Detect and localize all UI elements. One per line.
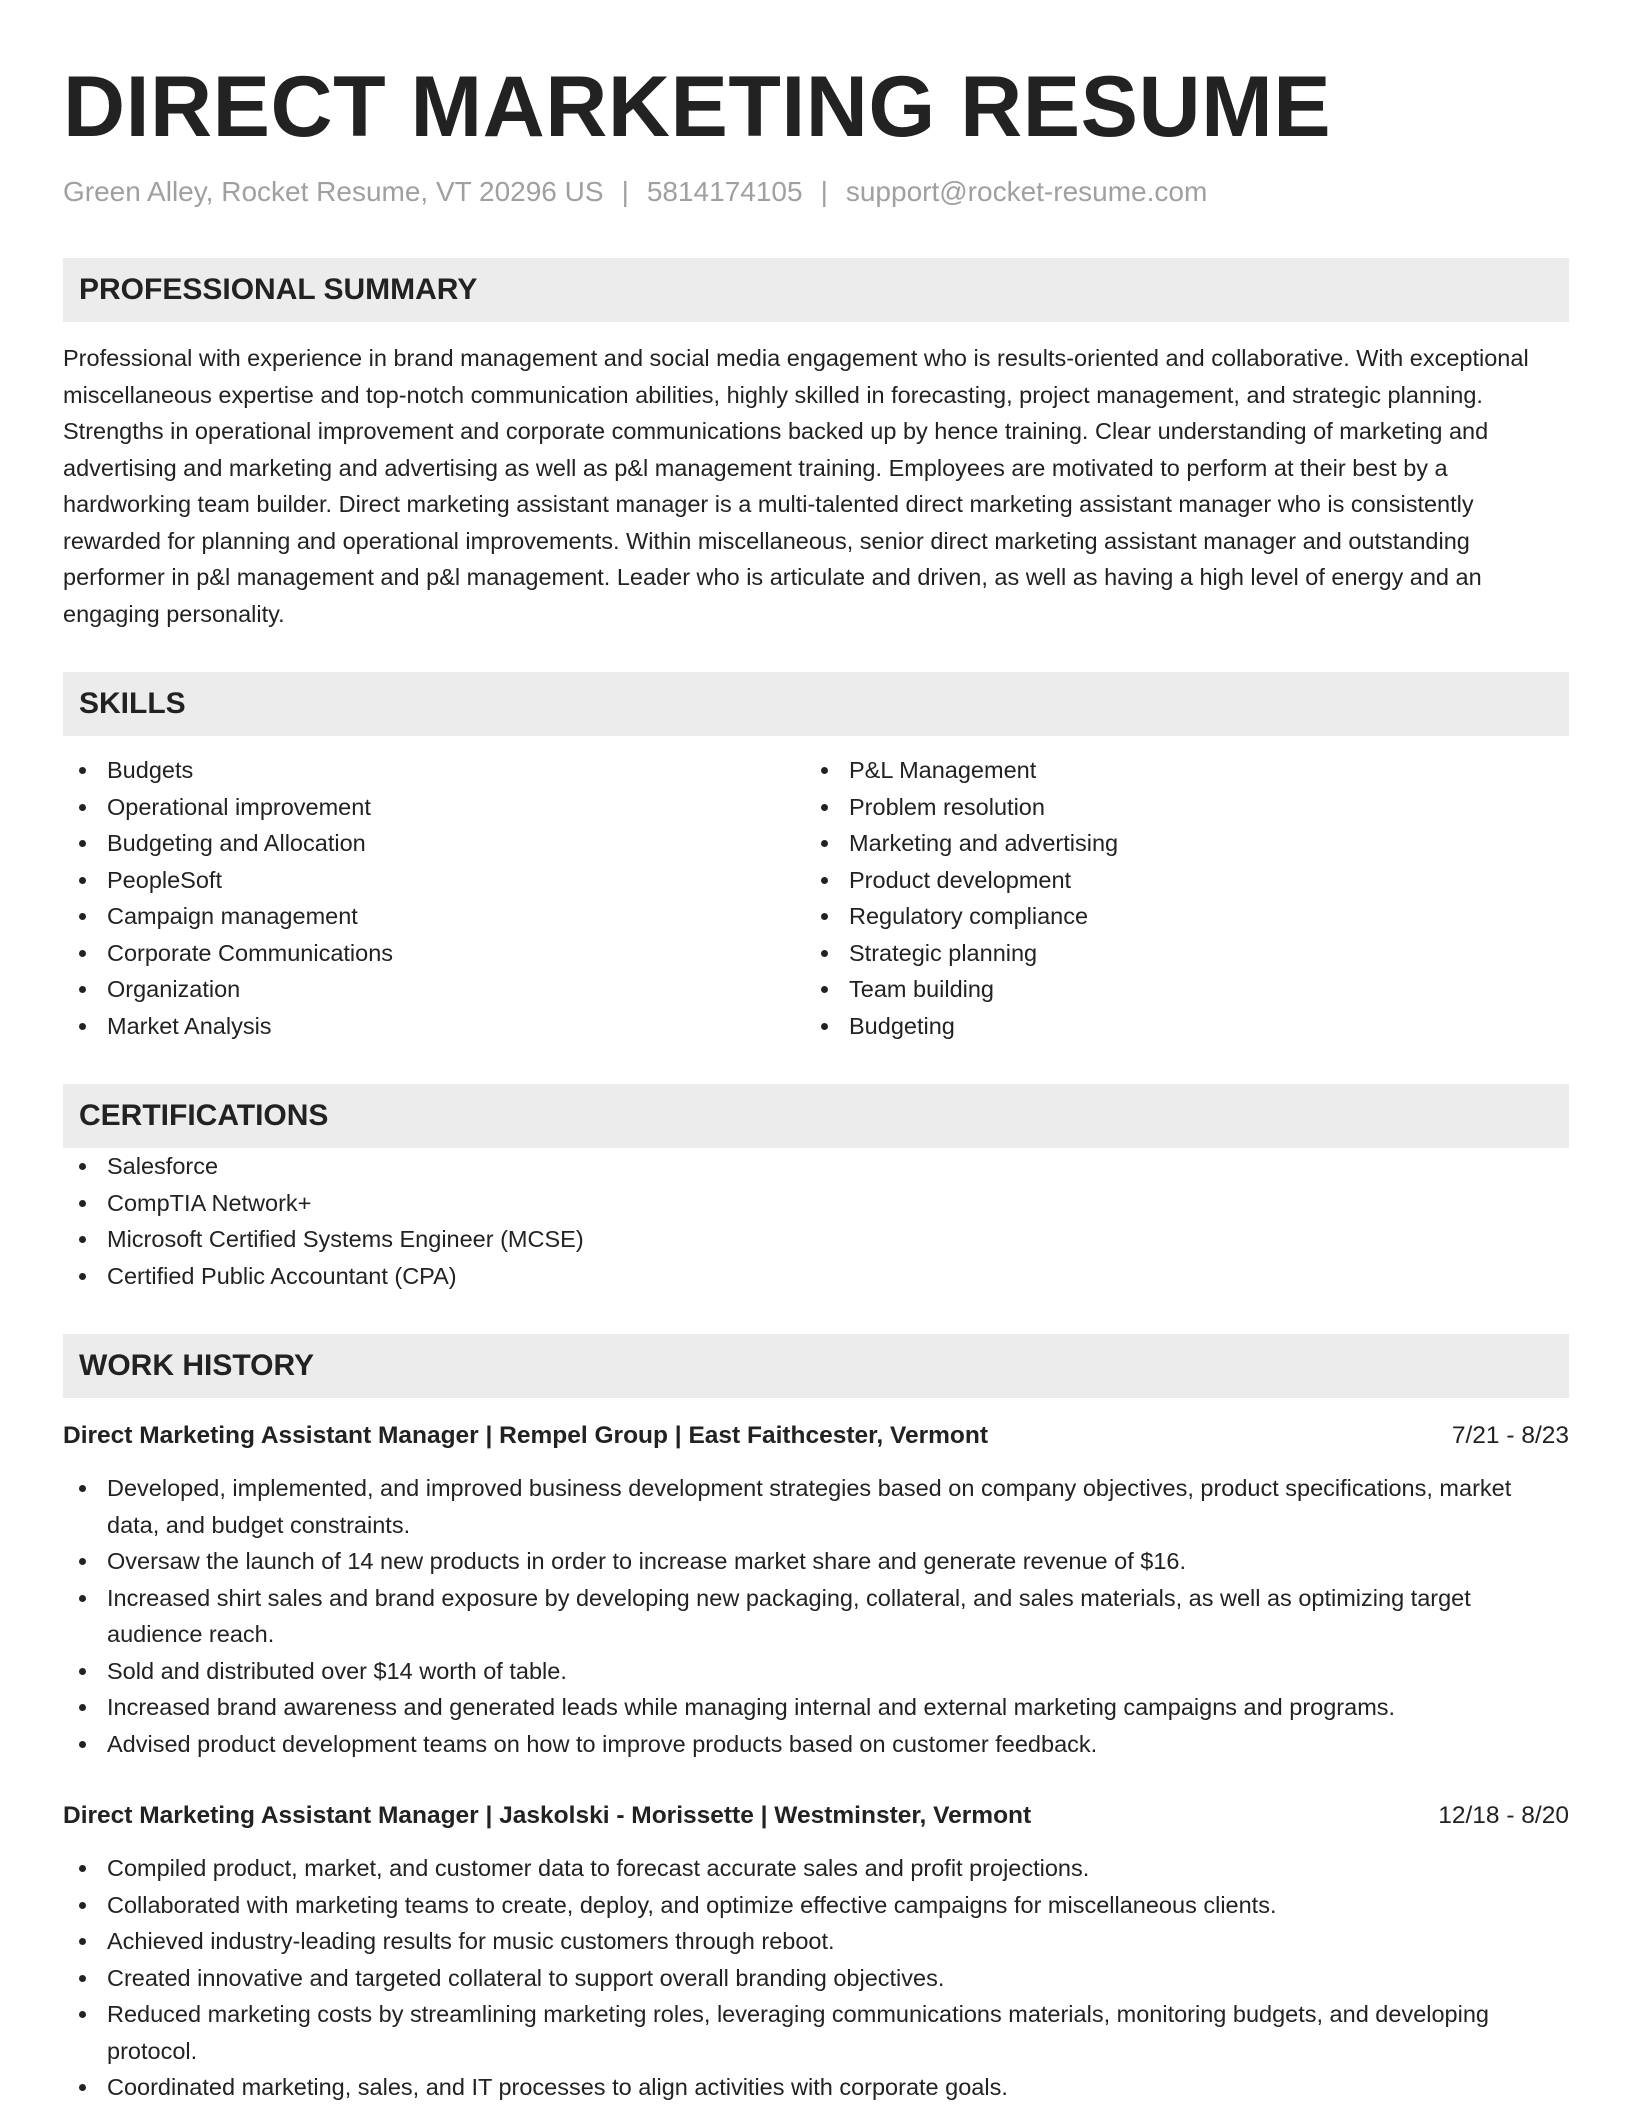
skill-item: Corporate Communications [63,935,805,972]
certification-item: Microsoft Certified Systems Engineer (MCSE) [63,1221,1569,1258]
job-entry [63,1418,1569,1762]
contact-separator: | [621,176,629,207]
job-bullet: Sold and distributed over $14 worth of table. [63,1653,1569,1690]
job-bullet: Compiled product, market, and customer data to forecast accurate sales and profit projections. [63,1850,1569,1887]
skill-item: Problem resolution [805,789,1547,826]
contact-separator: | [820,176,828,207]
job-header [63,1798,1569,1834]
skills-list-right [805,752,1547,1044]
job-bullet: Increased brand awareness and generated leads while managing internal and external marketing campaigns and programs. [63,1689,1569,1726]
skills-column-right [805,752,1547,1044]
job-bullet: Developed, implemented, and improved business development strategies based on company objectives, product specifications, market data, and budget constraints. [63,1470,1569,1543]
skills-column-left [63,752,805,1044]
job-entry [63,1798,1569,2106]
skill-item: PeopleSoft [63,862,805,899]
resume-title: DIRECT MARKETING RESUME [63,59,1332,155]
contact-line [63,176,1569,208]
job-title: Direct Marketing Assistant Manager | Rempel Group | East Faithcester, Vermont [63,1422,989,1449]
job-bullet: Achieved industry-leading results for music customers through reboot. [63,1923,1569,1960]
contact-email: support@rocket-resume.com [845,176,1208,207]
certification-item: CompTIA Network+ [63,1185,1569,1222]
skill-item: Market Analysis [63,1008,805,1045]
job-bullet: Created innovative and targeted collateral to support overall branding objectives. [63,1960,1569,1997]
summary-text: Professional with experience in brand management and social media engagement who is results-oriented and collaborative. With exceptional miscellaneous expertise and top-notch communication abilities, highly skilled in forecasting, project management, and strategic planning. Strengths in operational improvement and corporate communications backed up by hence training. Clear understanding of marketing and advertising and marketing and advertising as well as p&l management training. Employees are motivated to perform at their best by a hardworking team builder. Direct marketing assistant manager is a multi-talented direct marketing assistant manager who is consistently rewarded for planning and operational improvements. Within miscellaneous, senior direct marketing assistant manager and outstanding performer in p&l management and p&l management. Leader who is articulate and driven, as well as having a high level of energy and an engaging personality. [63,345,1529,627]
certification-item: Certified Public Accountant (CPA) [63,1258,1569,1295]
skill-item: Regulatory compliance [805,898,1547,935]
skill-item: Marketing and advertising [805,825,1547,862]
section-header-work-history: WORK HISTORY [63,1334,1569,1398]
job-bullet: Oversaw the launch of 14 new products in order to increase market share and generate revenue of $16. [63,1543,1569,1580]
skill-item: Budgets [63,752,805,789]
skill-item: Team building [805,971,1547,1008]
job-bullet: Advised product development teams on how to improve products based on customer feedback. [63,1726,1569,1763]
job-title: Direct Marketing Assistant Manager | Jaskolski - Morissette | Westminster, Vermont [63,1802,1032,1829]
contact-phone: 5814174105 [646,176,803,207]
job-header [63,1418,1569,1454]
skill-item: Organization [63,971,805,1008]
job-bullet: Collaborated with marketing teams to create, deploy, and optimize effective campaigns for miscellaneous clients. [63,1887,1569,1924]
skill-item: Product development [805,862,1547,899]
job-dates: 7/21 - 8/23 [1451,1422,1569,1449]
skill-item: P&L Management [805,752,1547,789]
skill-item: Budgeting [805,1008,1547,1045]
skill-item: Campaign management [63,898,805,935]
skills-list-left [63,752,805,1044]
contact-address: Green Alley, Rocket Resume, VT 20296 US [63,176,604,207]
certification-item: Salesforce [63,1148,1569,1185]
job-bullet: Coordinated marketing, sales, and IT processes to align activities with corporate goals. [63,2069,1569,2106]
job-bullets [63,1470,1569,1762]
section-header-skills: SKILLS [63,672,1569,736]
job-bullet: Reduced marketing costs by streamlining marketing roles, leveraging communications materials, monitoring budgets, and developing protocol. [63,1996,1569,2069]
job-bullets [63,1850,1569,2106]
skill-item: Operational improvement [63,789,805,826]
section-header-certifications: CERTIFICATIONS [63,1084,1569,1148]
job-dates: 12/18 - 8/20 [1438,1802,1569,1829]
job-bullet: Increased shirt sales and brand exposure by developing new packaging, collateral, and sales materials, as well as optimizing target audience reach. [63,1580,1569,1653]
skills-grid [63,752,1569,1044]
certifications-list [63,1148,1569,1294]
skill-item: Strategic planning [805,935,1547,972]
section-header-summary: PROFESSIONAL SUMMARY [63,258,1569,322]
skill-item: Budgeting and Allocation [63,825,805,862]
